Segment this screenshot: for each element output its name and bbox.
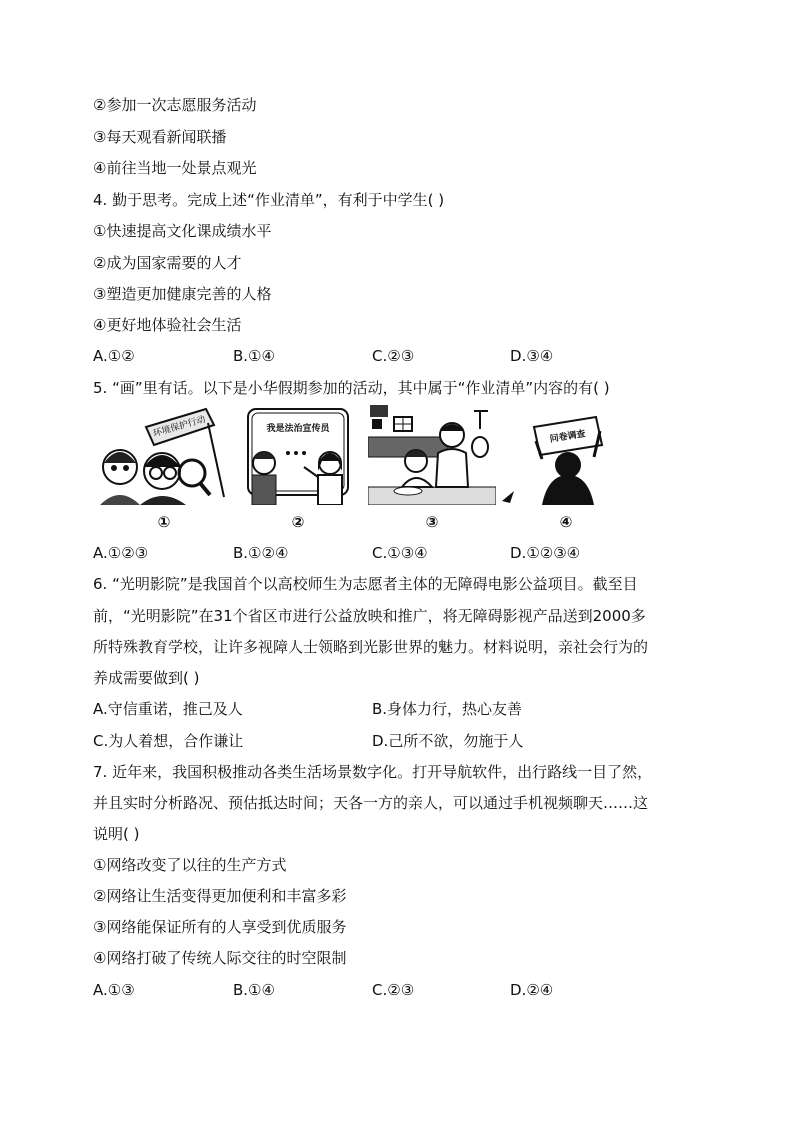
q4-option-c: C.②③ bbox=[372, 347, 415, 365]
q6-line-2: 前，“光明影院”在31个省区市进行公益放映和推广，将无障碍影视产品送到2000多 bbox=[93, 607, 646, 625]
q7-option-c: C.②③ bbox=[372, 981, 415, 999]
q4-item-2: ②成为国家需要的人才 bbox=[93, 254, 242, 272]
picture-1-sign-text: 环境保护行动 bbox=[152, 414, 207, 440]
picture-2-number: ② bbox=[291, 513, 305, 531]
picture-2-sign-text: 我是法治宣传员 bbox=[266, 424, 330, 434]
q5-stem: 5. “画”里有话。以下是小华假期参加的活动，其中属于“作业清单”内容的有( ) bbox=[93, 379, 610, 397]
q6-option-a: A.守信重诺，推己及人 bbox=[93, 700, 243, 718]
q4-option-a: A.①② bbox=[93, 347, 135, 365]
q6-line-4: 养成需要做到( ) bbox=[93, 669, 200, 687]
q7-option-b: B.①④ bbox=[233, 981, 275, 999]
picture-3-number: ③ bbox=[425, 513, 439, 531]
q4-stem: 4. 勤于思考。完成上述“作业清单”，有利于中学生( ) bbox=[93, 191, 445, 209]
q6-option-b: B.身体力行，热心友善 bbox=[372, 700, 523, 718]
picture-4-number: ④ bbox=[559, 513, 573, 531]
q3-item-4: ④前往当地一处景点观光 bbox=[93, 159, 257, 177]
q4-option-b: B.①④ bbox=[233, 347, 275, 365]
picture-4-sign-text: 问卷调查 bbox=[549, 429, 587, 445]
q5-option-b: B.①②④ bbox=[233, 544, 289, 562]
q7-item-4: ④网络打破了传统人际交往的时空限制 bbox=[93, 949, 347, 967]
picture-home-cooking bbox=[368, 405, 496, 505]
q3-item-2: ②参加一次志愿服务活动 bbox=[93, 96, 257, 114]
q7-line-3: 说明( ) bbox=[93, 825, 140, 843]
q7-option-a: A.①③ bbox=[93, 981, 135, 999]
q6-line-1: 6. “光明影院”是我国首个以高校师生为志愿者主体的无障碍电影公益项目。截至目 bbox=[93, 575, 638, 593]
q7-line-1: 7. 近年来，我国积极推动各类生活场景数字化。打开导航软件，出行路线一目了然， bbox=[93, 763, 653, 781]
q4-option-d: D.③④ bbox=[510, 347, 554, 365]
q4-item-3: ③塑造更加健康完善的人格 bbox=[93, 285, 272, 303]
q4-item-1: ①快速提高文化课成绩水平 bbox=[93, 222, 272, 240]
picture-questionnaire-survey bbox=[502, 405, 630, 505]
picture-1-number: ① bbox=[157, 513, 171, 531]
q7-line-2: 并且实时分析路况、预估抵达时间；天各一方的亲人，可以通过手机视频聊天……这 bbox=[93, 794, 649, 812]
q6-line-3: 所特殊教育学校，让许多视障人士领略到光影世界的魅力。材料说明，亲社会行为的 bbox=[93, 638, 649, 656]
q5-option-d: D.①②③④ bbox=[510, 544, 581, 562]
q5-option-c: C.①③④ bbox=[372, 544, 428, 562]
q6-option-c: C.为人着想，合作谦让 bbox=[93, 732, 244, 750]
q7-option-d: D.②④ bbox=[510, 981, 554, 999]
q5-option-a: A.①②③ bbox=[93, 544, 149, 562]
q7-item-3: ③网络能保证所有的人享受到优质服务 bbox=[93, 918, 347, 936]
picture-environment-action bbox=[100, 405, 228, 505]
q4-item-4: ④更好地体验社会生活 bbox=[93, 316, 242, 334]
q7-item-1: ①网络改变了以往的生产方式 bbox=[93, 856, 287, 874]
q3-item-3: ③每天观看新闻联播 bbox=[93, 128, 227, 146]
q6-option-d: D.己所不欲，勿施于人 bbox=[372, 732, 524, 750]
picture-legal-publicity bbox=[234, 405, 362, 505]
q7-item-2: ②网络让生活变得更加便利和丰富多彩 bbox=[93, 887, 347, 905]
